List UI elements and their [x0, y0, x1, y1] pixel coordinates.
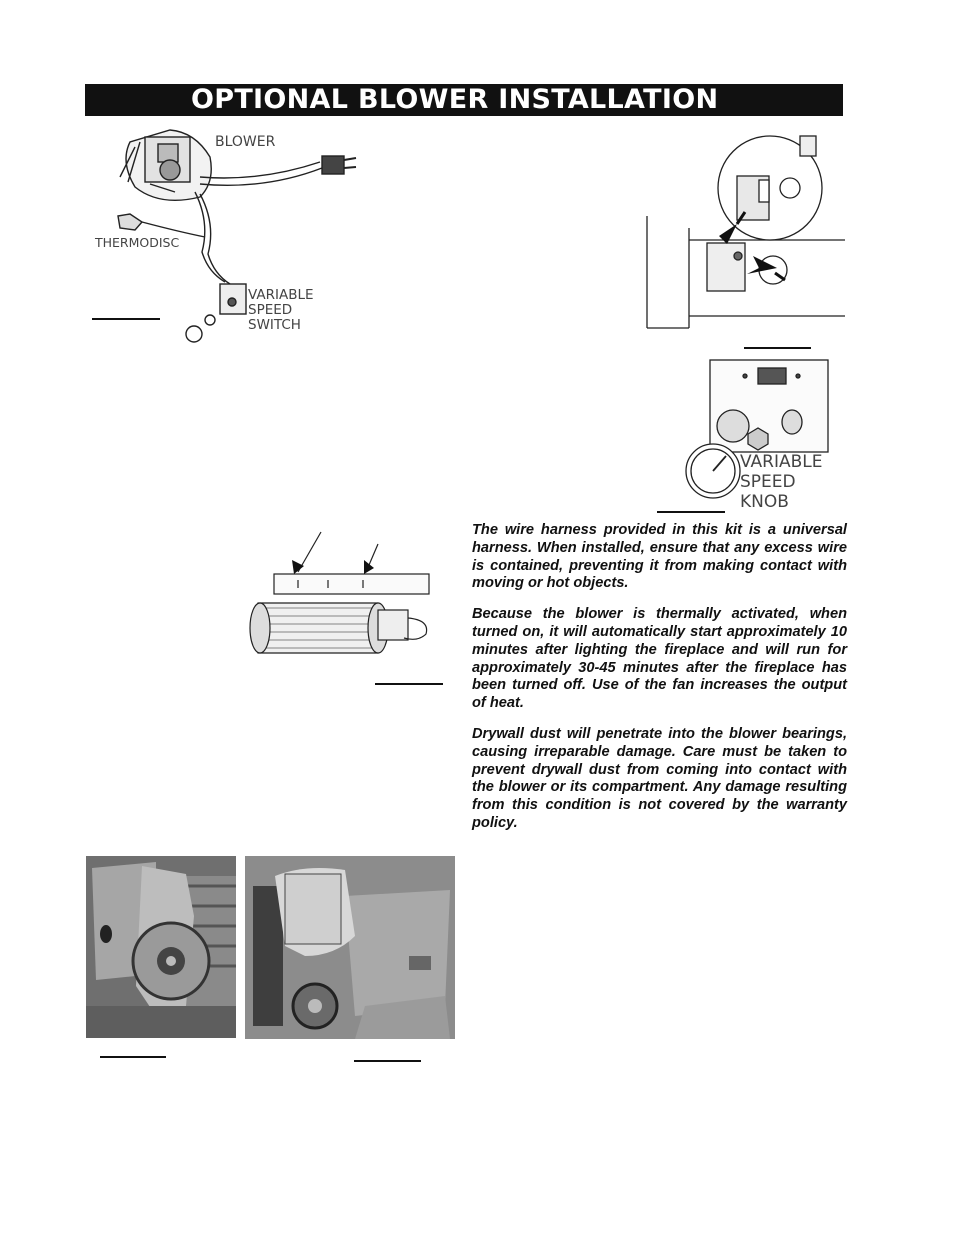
blower-label: BLOWER: [215, 134, 276, 150]
blower-photo-2: [245, 856, 455, 1039]
blower-assembly-diagram: [238, 528, 443, 678]
figure-caption-line: [657, 511, 725, 513]
body-text: [472, 522, 847, 846]
figure-caption-line: [100, 1056, 166, 1058]
switch-label-1: VARIABLE: [248, 287, 314, 303]
thermodisc-label: THERMODISC: [95, 235, 180, 250]
wiring-diagram: [90, 122, 370, 347]
blower-photo-1: [86, 856, 236, 1038]
switch-label-3: SWITCH: [248, 317, 301, 333]
paragraph-thermal-activation: Because the blower is thermally activated, when turned on, it will automatically start approximately 10 minutes after lighting the fireplace and will run for approximately 30-45 minutes after the fireplace has been turned off. Use of the fan increases the output of heat.: [472, 606, 847, 712]
figure-caption-line: [375, 683, 443, 685]
speed-knob-diagram: [680, 356, 840, 511]
figure-caption-line: [92, 318, 160, 320]
outlet-diagram: [645, 128, 845, 333]
knob-label-3: KNOB: [740, 492, 789, 511]
knob-label-2: SPEED: [740, 472, 796, 492]
paragraph-wire-harness: The wire harness provided in this kit is a universal harness. When installed, ensure that any excess wire is contained, preventing it from making contact with moving or hot objects.: [472, 522, 847, 592]
knob-label-1: VARIABLE: [740, 452, 823, 472]
figure-caption-line: [354, 1060, 421, 1062]
figure-caption-line: [744, 347, 811, 349]
title-bar: [85, 84, 843, 116]
paragraph-drywall-dust: Drywall dust will penetrate into the blower bearings, causing irreparable damage. Care must be taken to prevent drywall dust from coming into contact with the blower or its compartment. Any damage resulting from this condition is not covered by the warranty policy.: [472, 725, 847, 831]
switch-label-2: SPEED: [248, 302, 293, 318]
page-title: OPTIONAL BLOWER INSTALLATION: [191, 84, 719, 115]
